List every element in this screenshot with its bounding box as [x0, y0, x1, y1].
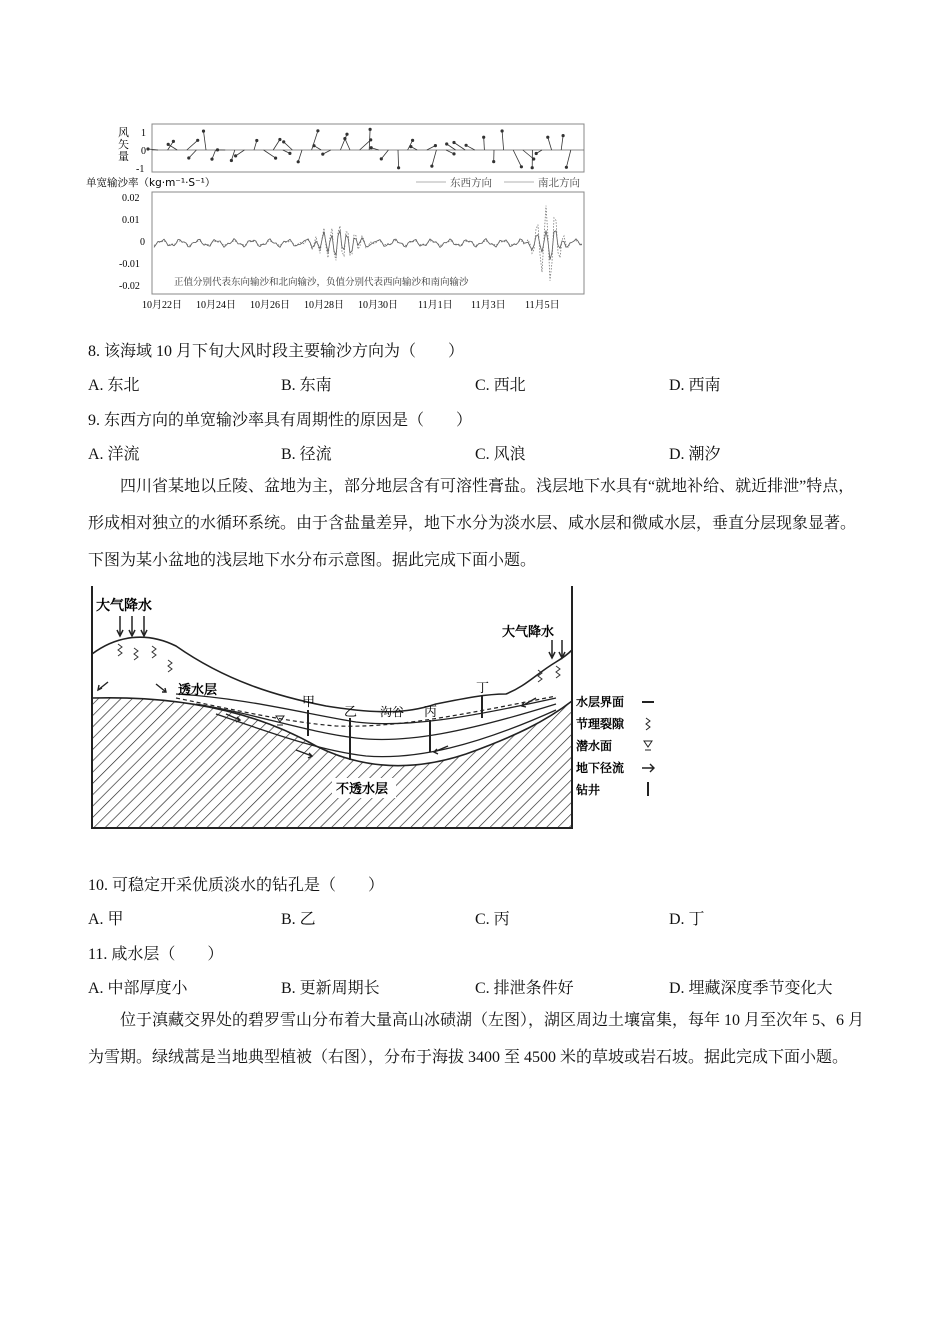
- wind-vector-stick: [484, 137, 485, 150]
- q8-stem: 8. 该海域 10 月下旬大风时段主要输沙方向为（ ）: [88, 343, 465, 360]
- wind-vector-stick: [513, 150, 521, 167]
- wind-vector-head: [289, 152, 291, 154]
- q8-option-b[interactable]: B. 东南: [281, 377, 332, 394]
- wind-sand-chart: [86, 118, 596, 318]
- wind-vector-head: [313, 145, 315, 147]
- legend-ns: 南北方向: [538, 177, 580, 189]
- wind-tick-0: 0: [141, 146, 146, 157]
- well-yi: 乙: [344, 705, 358, 720]
- sand-tick-neg0.02: -0.02: [119, 281, 140, 292]
- wind-vector-head: [453, 153, 455, 155]
- wind-vector-head: [453, 141, 455, 143]
- wind-vector-stick: [189, 150, 197, 158]
- legend-flow-symbol: [642, 764, 654, 772]
- legend-ew: 东西方向: [450, 177, 492, 189]
- sand-series-ew: [154, 230, 582, 259]
- q8-option-c[interactable]: C. 西北: [475, 377, 526, 394]
- q11-option-c[interactable]: C. 排泄条件好: [475, 980, 574, 997]
- wind-vector-head: [370, 147, 372, 149]
- wind-vector-head: [565, 166, 567, 168]
- wind-vector-head: [535, 152, 537, 154]
- wind-vector-head: [369, 128, 371, 130]
- rain-arrows-left: [117, 616, 147, 636]
- x-axis: [142, 299, 560, 311]
- legend: [575, 694, 654, 797]
- sand-tick-0.01: 0.01: [122, 215, 140, 226]
- wind-vector-stick: [284, 142, 293, 150]
- wind-vector-stick: [454, 143, 465, 151]
- wind-ylabel-2: 矢: [118, 138, 129, 151]
- wind-vector-head: [344, 137, 346, 139]
- q10-option-a[interactable]: A. 甲: [88, 911, 124, 928]
- passage-biluo-text: 位于滇藏交界处的碧罗雪山分布着大量高山冰碛湖（左图），湖区周边土壤富集，每年 10 月至次年 5、6 月为雪期。绿绒蒿是当地典型植被（右图），分布于海拔 3400 至 4500 米的草坡或岩石坡。据此完成下面小题。: [88, 1012, 865, 1066]
- wind-vector-panel: [118, 124, 584, 175]
- legend-fissure: 节理裂隙: [576, 717, 625, 731]
- groundwater-diagram: [86, 586, 666, 834]
- rain-arrows-right: [549, 640, 565, 658]
- well-bing: 丙: [424, 705, 438, 720]
- q11-option-d[interactable]: D. 埋藏深度季节变化大: [669, 980, 833, 997]
- xtick-1: 10月24日: [196, 300, 236, 311]
- xtick-7: 11月5日: [525, 300, 560, 311]
- wind-vector-head: [172, 140, 174, 142]
- wind-vector-head: [446, 143, 448, 145]
- sand-tick-neg0.01: -0.01: [119, 259, 140, 270]
- wind-vector-head: [520, 166, 522, 168]
- wind-vector-head: [230, 159, 232, 161]
- wind-vector-stick: [204, 131, 207, 150]
- wind-vector-head: [431, 165, 433, 167]
- q10-option-b[interactable]: B. 乙: [281, 911, 316, 928]
- wind-vector-head: [283, 141, 285, 143]
- wind-vector-head: [346, 133, 348, 135]
- wind-vector-head: [493, 160, 495, 162]
- wind-vector-stick: [273, 140, 280, 151]
- wind-vector-head: [410, 145, 412, 147]
- passage-groundwater-text: 四川省某地以丘陵、盆地为主，部分地层含有可溶性膏盐。浅层地下水具有“就地补给、就近排泄”特点，形成相对独立的水循环系统。由于含盐量差异，地下水分为淡水层、咸水层和微咸水层，垂直分层现象显著。下图为某小盆地的浅层地下水分布示意图。据此完成下面小题。: [88, 478, 857, 569]
- wind-vector-head: [167, 143, 169, 145]
- wind-vector-head: [533, 158, 535, 160]
- q8-option-d[interactable]: D. 西南: [669, 377, 721, 394]
- xtick-2: 10月26日: [250, 300, 290, 311]
- wind-vector-head: [202, 130, 204, 132]
- wind-vector-head: [380, 158, 382, 160]
- wind-vector-head: [562, 134, 564, 136]
- wind-arrow-group: [147, 128, 571, 169]
- legend-water-table-symbol: [644, 741, 652, 750]
- wind-tick-neg1: -1: [136, 164, 145, 175]
- legend-flow: 地下径流: [576, 761, 625, 775]
- xtick-4: 10月30日: [358, 300, 398, 311]
- well-ding: 丁: [476, 681, 490, 696]
- sand-tick-0.02: 0.02: [122, 193, 140, 204]
- q11-option-a[interactable]: A. 中部厚度小: [88, 980, 188, 997]
- well-jia: 甲: [302, 695, 316, 710]
- wind-vector-stick: [187, 140, 198, 150]
- wind-vector-head: [234, 155, 236, 157]
- wind-vector-head: [434, 144, 436, 146]
- wind-vector-stick: [345, 139, 350, 150]
- wind-vector-head: [322, 153, 324, 155]
- wind-tick-1: 1: [141, 128, 146, 139]
- legend-fissure-symbol: [646, 718, 650, 730]
- wind-vector-head: [483, 136, 485, 138]
- wind-vector-head: [547, 136, 549, 138]
- passage-biluo-snow-mountain: [88, 1002, 868, 1076]
- xtick-5: 11月1日: [418, 300, 453, 311]
- wind-vector-head: [216, 149, 218, 151]
- q9-option-d[interactable]: D. 潮汐: [669, 446, 721, 463]
- wind-vector-stick: [340, 134, 347, 150]
- legend-well: 钻井: [576, 783, 601, 797]
- wind-vector-stick: [566, 150, 570, 167]
- wind-vector-head: [147, 148, 149, 150]
- wind-vector-head: [411, 139, 413, 141]
- legend-water-table: 潜水面: [576, 739, 613, 753]
- sand-note: 正值分别代表东向输沙和北向输沙，负值分别代表西向输沙和南向输沙: [174, 277, 469, 288]
- wind-vector-stick: [298, 150, 302, 162]
- wind-vector-head: [274, 157, 276, 159]
- wind-vector-head: [297, 161, 299, 163]
- valley-label: 沟谷: [380, 705, 405, 719]
- wind-vector-stick: [398, 150, 399, 168]
- q9-stem: 9. 东西方向的单宽输沙率具有周期性的原因是（ ）: [88, 412, 473, 429]
- q10-option-c[interactable]: C. 丙: [475, 911, 510, 928]
- rain-label-right: 大气降水: [502, 625, 555, 640]
- wind-vector-stick: [548, 137, 552, 150]
- wind-vector-stick: [264, 150, 276, 158]
- wind-vector-stick: [502, 131, 504, 150]
- wind-vector-stick: [408, 140, 413, 150]
- wind-vector-head: [317, 130, 319, 132]
- wind-vector-stick: [381, 150, 388, 159]
- q11-option-b[interactable]: B. 更新周期长: [281, 980, 380, 997]
- xtick-0: 10月22日: [142, 300, 182, 311]
- wind-vector-stick: [561, 136, 563, 150]
- wind-panel-frame: [152, 124, 584, 172]
- sand-series-ns: [154, 206, 582, 281]
- sand-chart-title: 单宽输沙率（kg·m⁻¹·S⁻¹）: [86, 177, 216, 189]
- q9-option-a[interactable]: A. 洋流: [88, 446, 140, 463]
- wind-vector-stick: [432, 150, 437, 166]
- legend-layer-interface: 水层界面: [576, 695, 625, 709]
- q10-option-d[interactable]: D. 丁: [669, 911, 705, 928]
- wind-vector-head: [279, 138, 281, 140]
- q11-stem: 11. 咸水层（ ）: [88, 946, 224, 963]
- wind-vector-head: [197, 139, 199, 141]
- q9-option-b[interactable]: B. 径流: [281, 446, 332, 463]
- sand-tick-0: 0: [140, 237, 145, 248]
- q8-option-a[interactable]: A. 东北: [88, 377, 140, 394]
- wind-vector-head: [465, 144, 467, 146]
- rain-label-left: 大气降水: [96, 598, 152, 614]
- passage-groundwater: [88, 468, 868, 579]
- q10-stem: 10. 可稳定开采优质淡水的钻孔是（ ）: [88, 877, 385, 894]
- joint-fissures: [118, 644, 560, 682]
- wind-vector-head: [256, 139, 258, 141]
- wind-vector-head: [188, 157, 190, 159]
- wind-vector-head: [397, 167, 399, 169]
- impermeable-label: 不透水层: [336, 782, 389, 797]
- q9-option-c[interactable]: C. 风浪: [475, 446, 526, 463]
- wind-vector-head: [501, 130, 503, 132]
- permeable-label: 透水层: [178, 683, 218, 698]
- wind-vector-head: [211, 158, 213, 160]
- wind-vector-stick: [447, 144, 456, 150]
- wind-ylabel-3: 量: [118, 150, 129, 163]
- wind-vector-head: [531, 167, 533, 169]
- xtick-6: 11月3日: [471, 300, 506, 311]
- wind-ylabel-1: 风: [118, 126, 129, 139]
- sand-transport-panel: [119, 192, 584, 294]
- xtick-3: 10月28日: [304, 300, 344, 311]
